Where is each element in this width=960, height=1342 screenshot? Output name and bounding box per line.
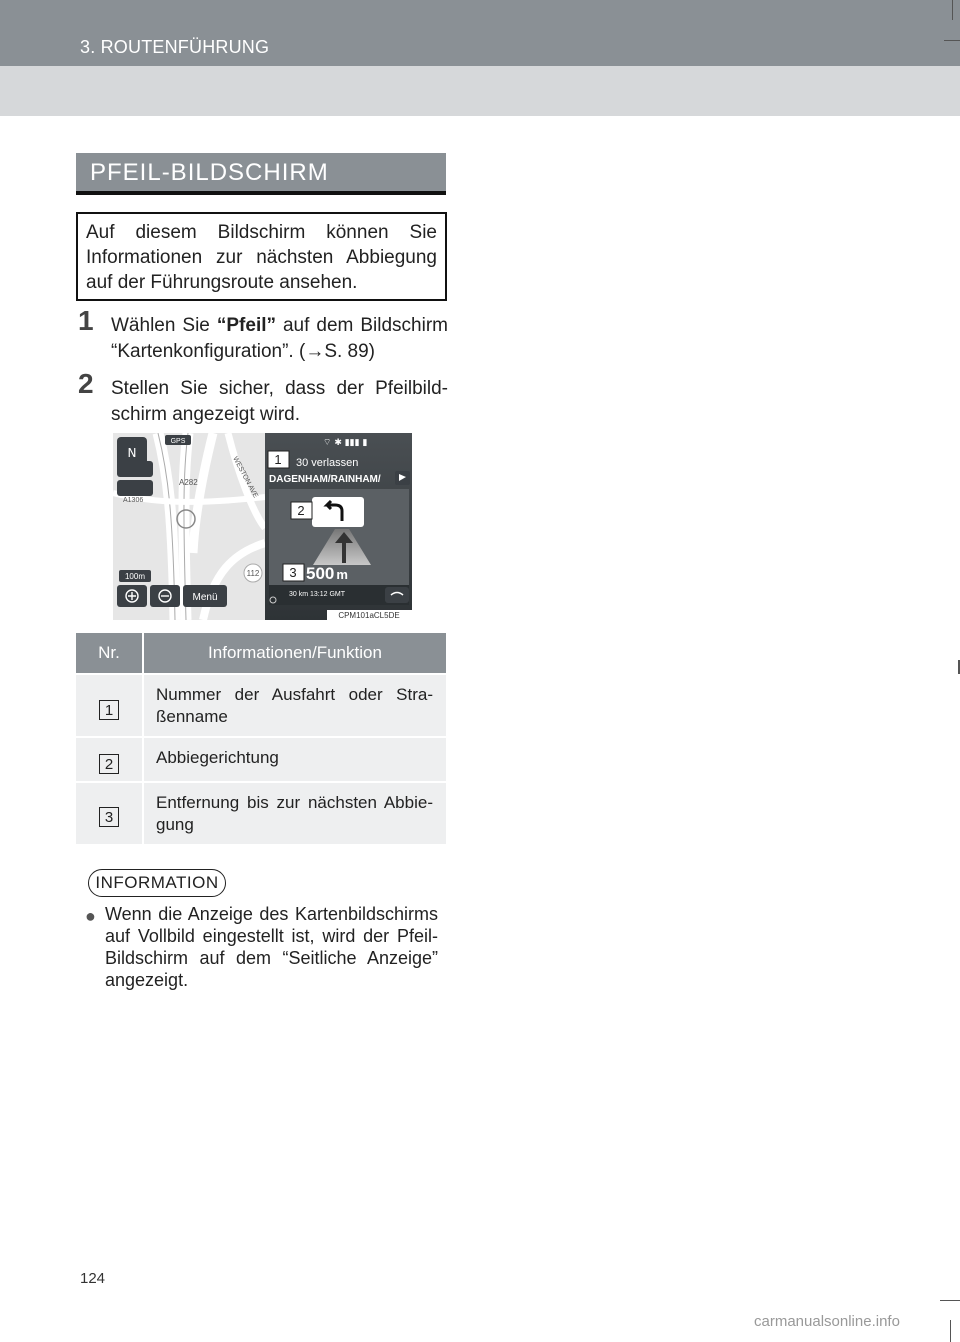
step-number: 1 (78, 305, 94, 336)
gps-label: GPS (170, 438, 186, 445)
chapter-title: 3. ROUTENFÜHRUNG (80, 37, 270, 57)
table-row (76, 673, 446, 736)
exit-text: 30 verlassen (296, 457, 359, 469)
step-text-pre: Wählen Sie (111, 315, 217, 336)
table-row (76, 781, 446, 844)
information-text (85, 903, 438, 991)
navigation-screenshot-art (113, 433, 412, 620)
page-number: 124 (80, 1270, 106, 1287)
callout-1: 1 (274, 452, 282, 467)
distance-unit: m (336, 567, 348, 582)
step-2 (76, 368, 448, 428)
step-1 (76, 305, 448, 365)
intro-box: Auf diesem Bildschirm können Sie Informationen zur nächsten Abbiegung auf der Führungsroute ansehen. (76, 212, 447, 301)
bottom-info: 30 km 13:12 GMT (289, 591, 346, 598)
row-number: 3 (99, 807, 119, 827)
step-number: 2 (78, 368, 94, 399)
step-text-post: auf dem Bildschirm “Kartenkonfiguration”. (→S. 89) (111, 315, 448, 362)
scale-label: 100m (124, 572, 146, 581)
table-header (76, 633, 446, 673)
road-label-c: WESTON AVE (231, 455, 259, 500)
step-text-bold: “Pfeil” (216, 315, 276, 336)
step-text (111, 313, 448, 365)
watermark: carmanualsonline.info (754, 1313, 900, 1330)
road-label-b: A282 (179, 478, 198, 487)
road-label-a: A1306 (123, 497, 144, 504)
bullet-icon: ● (85, 906, 96, 926)
step-text: Stellen Sie sicher, dass der Pfeilbildschirm angezeigt wird. (111, 378, 448, 425)
row-number: 2 (99, 754, 119, 774)
row-text: Nummer der Ausfahrt oder Straßenname (156, 685, 433, 726)
crop-mark (940, 1300, 960, 1301)
image-code: CPM101aCL5DE (338, 611, 400, 620)
svg-text:⌔ ✱ ▮▮▮ ▮: ⌔ ✱ ▮▮▮ ▮ (323, 438, 368, 448)
table-row (76, 736, 446, 781)
crop-mark (952, 0, 953, 20)
info-table (76, 633, 446, 844)
row-number-cell (76, 783, 144, 844)
callout-2: 2 (297, 503, 305, 518)
row-number-cell (76, 675, 144, 736)
crop-mark (944, 40, 960, 41)
street-name: DAGENHAM/RAINHAM/ (269, 474, 381, 485)
row-number: 1 (99, 700, 119, 720)
svg-text:N: N (127, 446, 137, 460)
road-number: 112 (246, 569, 260, 578)
information-label: INFORMATION (88, 869, 226, 897)
row-text: Entfernung bis zur nächsten Abbiegung (156, 793, 433, 834)
distance-number: 500 (306, 564, 335, 583)
header-nr: Nr. (76, 633, 144, 673)
section-title: PFEIL-BILDSCHIRM (76, 153, 446, 195)
crop-mark (950, 1320, 951, 1342)
row-text: Abbiegerichtung (156, 748, 279, 767)
callout-3: 3 (289, 565, 297, 580)
header-info: Informationen/Funktion (208, 643, 382, 662)
row-number-cell (76, 738, 144, 781)
menu-button-label: Menü (192, 592, 218, 603)
distance-value (306, 564, 348, 583)
navigation-screenshot (113, 433, 412, 620)
information-body: Wenn die Anzeige des Kartenbildschirms auf Vollbild eingestellt ist, wird der Pfeil-Bildschirm auf dem “Seitliche Anzeige” angezeigt. (105, 904, 438, 990)
header-band (0, 66, 960, 116)
